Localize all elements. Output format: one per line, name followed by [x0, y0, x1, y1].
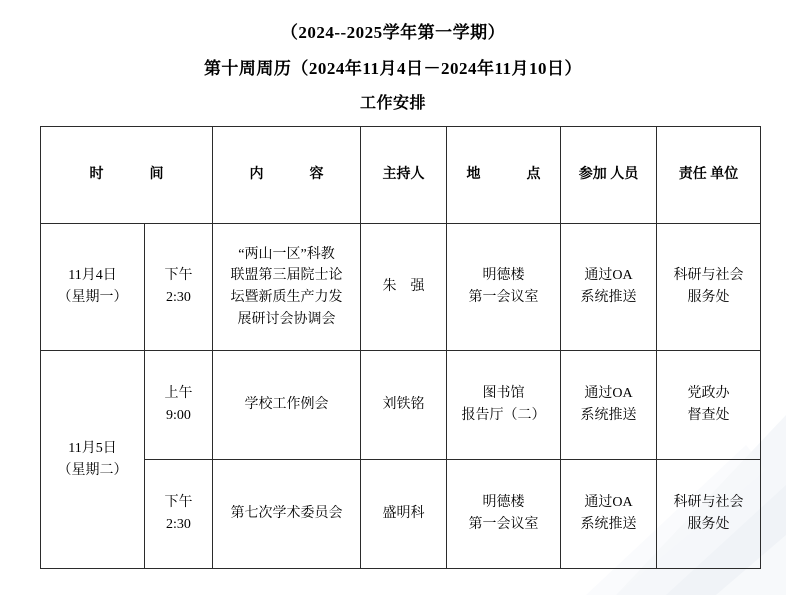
row-content: 学校工作例会 [213, 351, 361, 460]
row-unit: 科研与社会 服务处 [657, 224, 761, 351]
header-time: 时 间 [41, 127, 213, 224]
header-participants: 参加 人员 [561, 127, 657, 224]
header-unit: 责任 单位 [657, 127, 761, 224]
row-host: 盛明科 [361, 460, 447, 569]
row-place: 图书馆 报告厅（二） [447, 351, 561, 460]
header-host: 主持人 [361, 127, 447, 224]
row-host: 朱 强 [361, 224, 447, 351]
row-date: 11月4日 （星期一） [41, 224, 145, 351]
table-header-row [41, 127, 761, 224]
table-row [41, 351, 761, 460]
document-title-block [0, 0, 786, 112]
header-content: 内 容 [213, 127, 361, 224]
row-unit: 科研与社会 服务处 [657, 460, 761, 569]
title-work-arrangement: 工作安排 [359, 95, 426, 112]
schedule-table-wrapper [0, 126, 786, 569]
row-date: 11月5日 （星期二） [41, 351, 145, 569]
row-place: 明德楼 第一会议室 [447, 224, 561, 351]
row-participants: 通过OA 系统推送 [561, 351, 657, 460]
row-time: 上午 9:00 [145, 351, 213, 460]
title-semester: （2024--2025学年第一学期） [280, 23, 506, 42]
row-content: “两山一区”科教 联盟第三届院士论 坛暨新质生产力发 展研讨会协调会 [213, 224, 361, 351]
row-place: 明德楼 第一会议室 [447, 460, 561, 569]
table-row [41, 460, 761, 569]
row-time: 下午 2:30 [145, 460, 213, 569]
row-host: 刘铁铭 [361, 351, 447, 460]
row-participants: 通过OA 系统推送 [561, 224, 657, 351]
table-row [41, 224, 761, 351]
row-time: 下午 2:30 [145, 224, 213, 351]
title-week-range: 第十周周历（2024年11月4日－2024年11月10日） [203, 59, 583, 78]
row-unit: 党政办 督查处 [657, 351, 761, 460]
row-content: 第七次学术委员会 [213, 460, 361, 569]
schedule-table [40, 126, 761, 569]
header-place: 地 点 [447, 127, 561, 224]
row-participants: 通过OA 系统推送 [561, 460, 657, 569]
